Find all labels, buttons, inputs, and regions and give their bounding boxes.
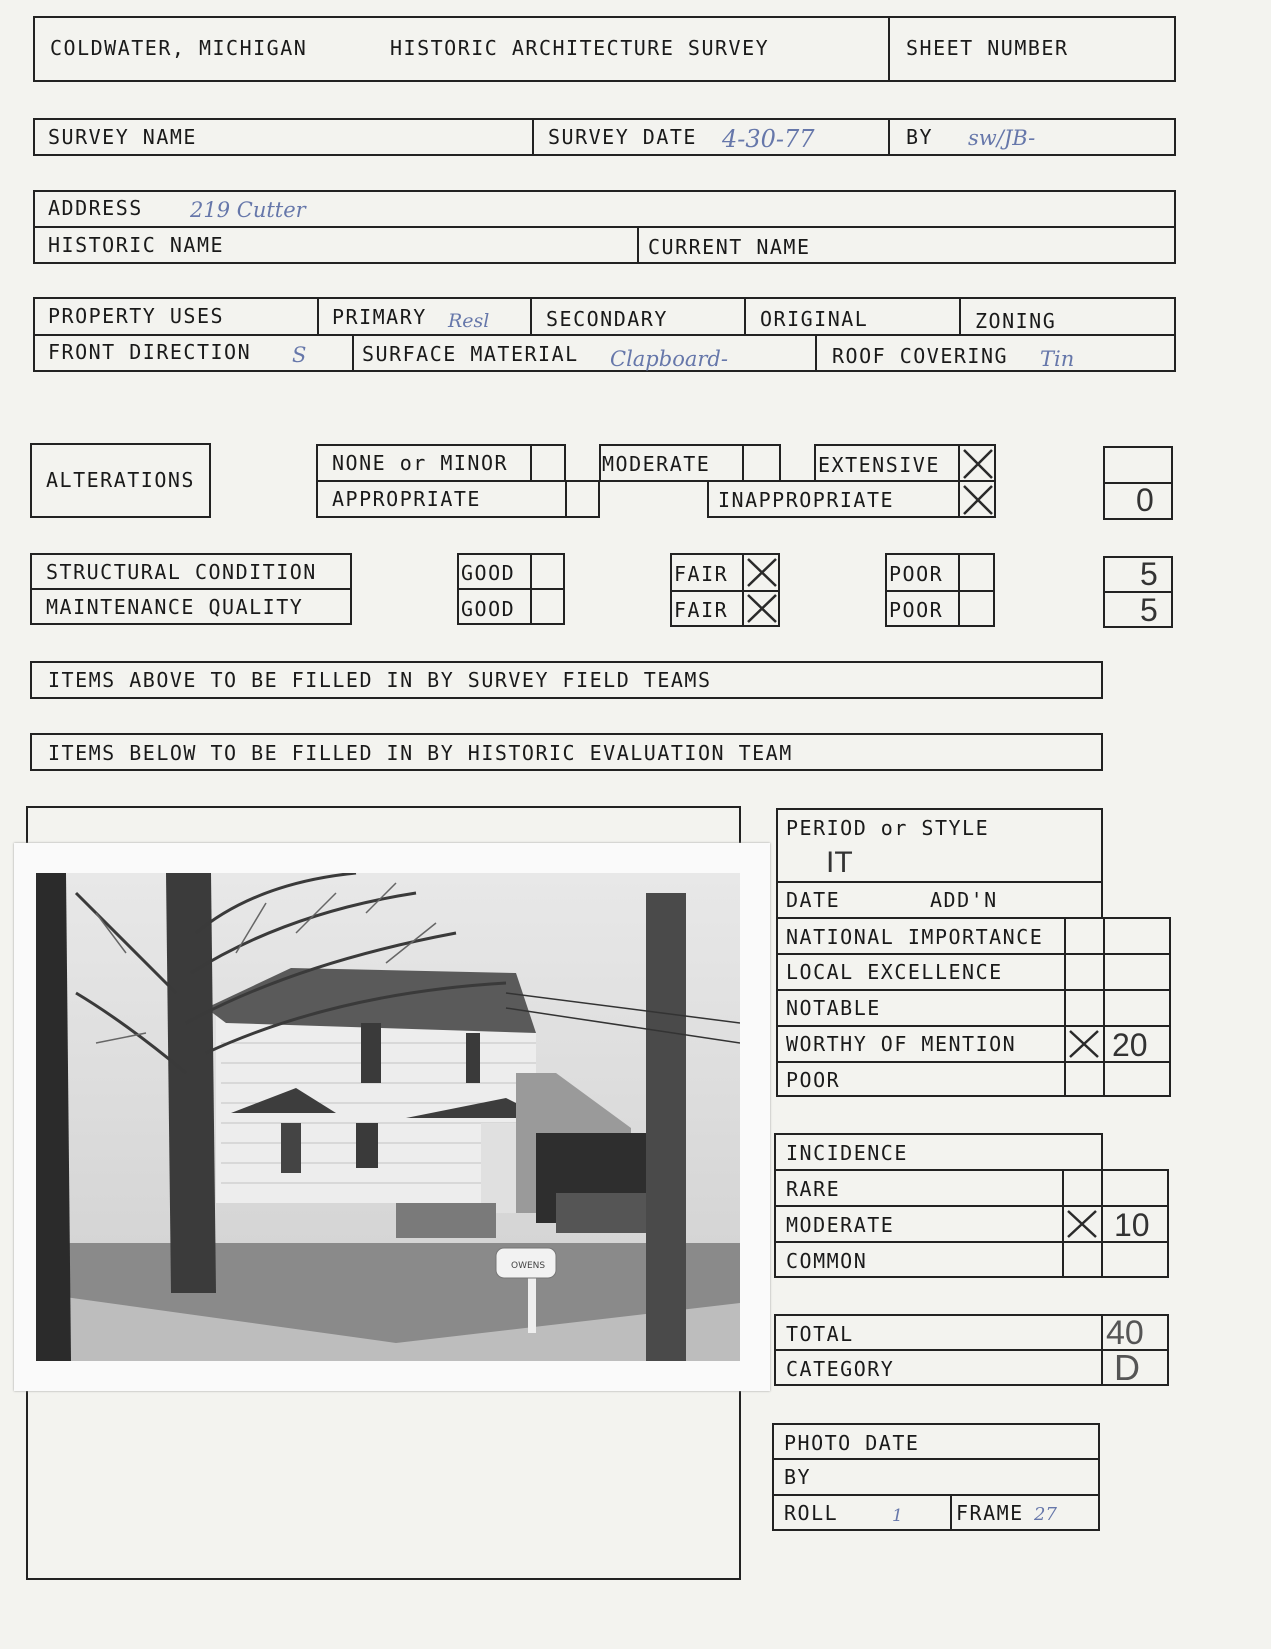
- alterations-label: ALTERATIONS: [46, 468, 195, 492]
- evaluation-team-note: ITEMS BELOW TO BE FILLED IN BY HISTORIC EVALUATION TEAM: [48, 741, 793, 765]
- category-value: D: [1114, 1347, 1140, 1388]
- structural-fair-label: FAIR: [674, 562, 729, 586]
- alterations-score: 0: [1136, 482, 1154, 518]
- maintenance-fair-label: FAIR: [674, 598, 729, 622]
- photo-by-label: BY: [784, 1465, 812, 1489]
- zoning-label: ZONING: [975, 309, 1057, 333]
- original-label: ORIGINAL: [760, 307, 869, 331]
- current-name-label: CURRENT NAME: [648, 235, 811, 259]
- inappropriate-check-mark: [960, 482, 996, 518]
- survey-by-label: BY: [906, 125, 934, 149]
- structural-poor-label: POOR: [889, 562, 944, 586]
- primary-label: PRIMARY: [332, 305, 427, 329]
- field-team-note: ITEMS ABOVE TO BE FILLED IN BY SURVEY FIELD TEAMS: [48, 668, 712, 692]
- frame-label: FRAME: [956, 1501, 1024, 1525]
- maintenance-fair-check-mark: [744, 591, 780, 626]
- structural-good-label: GOOD: [461, 561, 516, 585]
- maintenance-quality-label: MAINTENANCE QUALITY: [46, 595, 304, 619]
- primary-value: Resl: [448, 310, 490, 332]
- local-excellence-label: LOCAL EXCELLENCE: [786, 960, 1003, 984]
- structural-score: 5: [1140, 556, 1158, 592]
- frame-value: 27: [1034, 1504, 1057, 1525]
- surface-material-label: SURFACE MATERIAL: [362, 342, 579, 366]
- city-label: COLDWATER, MICHIGAN: [50, 36, 308, 60]
- notable-label: NOTABLE: [786, 996, 881, 1020]
- roof-covering-label: ROOF COVERING: [832, 344, 1009, 368]
- roll-label: ROLL: [784, 1501, 839, 1525]
- front-direction-value: S: [292, 343, 307, 367]
- poor-rating-label: POOR: [786, 1068, 841, 1092]
- survey-date-value: 4-30-77: [722, 125, 815, 153]
- structural-fair-check-mark: [744, 555, 780, 590]
- addn-label: ADD'N: [930, 888, 998, 912]
- front-direction-label: FRONT DIRECTION: [48, 340, 252, 364]
- survey-date-label: SURVEY DATE: [548, 125, 697, 149]
- appropriate-label: APPROPRIATE: [332, 487, 481, 511]
- surface-material-value: Clapboard-: [610, 347, 728, 371]
- roof-covering-value: Tin: [1040, 347, 1075, 371]
- photo-date-label: PHOTO DATE: [784, 1431, 920, 1455]
- address-value: 219 Cutter: [190, 198, 306, 222]
- maintenance-good-label: GOOD: [461, 597, 516, 621]
- worthy-score: 20: [1112, 1027, 1148, 1063]
- national-importance-label: NATIONAL IMPORTANCE: [786, 925, 1044, 949]
- sheet-number-label: SHEET NUMBER: [906, 36, 1069, 60]
- extensive-label: EXTENSIVE: [818, 453, 940, 477]
- common-label: COMMON: [786, 1249, 868, 1273]
- historic-name-label: HISTORIC NAME: [48, 233, 225, 257]
- extensive-check-mark: [960, 446, 996, 482]
- structural-condition-label: STRUCTURAL CONDITION: [46, 560, 317, 584]
- property-uses-label: PROPERTY USES: [48, 304, 225, 328]
- maintenance-score: 5: [1140, 592, 1158, 628]
- total-value: 40: [1106, 1314, 1144, 1352]
- period-style-label: PERIOD or STYLE: [786, 816, 990, 840]
- house-photo: [14, 843, 770, 1391]
- secondary-label: SECONDARY: [546, 307, 668, 331]
- worthy-of-mention-label: WORTHY OF MENTION: [786, 1032, 1017, 1056]
- inappropriate-label: INAPPROPRIATE: [718, 488, 895, 512]
- none-minor-label: NONE or MINOR: [332, 451, 509, 475]
- incidence-moderate-check-mark: [1064, 1207, 1100, 1241]
- incidence-score: 10: [1114, 1207, 1150, 1243]
- category-label: CATEGORY: [786, 1357, 895, 1381]
- moderate-label: MODERATE: [602, 452, 711, 476]
- address-label: ADDRESS: [48, 196, 143, 220]
- incidence-moderate-label: MODERATE: [786, 1213, 895, 1237]
- incidence-label: INCIDENCE: [786, 1141, 908, 1165]
- date-label: DATE: [786, 888, 841, 912]
- maintenance-poor-label: POOR: [889, 598, 944, 622]
- survey-name-label: SURVEY NAME: [48, 125, 197, 149]
- roll-value: 1: [892, 1506, 903, 1526]
- rare-label: RARE: [786, 1177, 841, 1201]
- total-label: TOTAL: [786, 1322, 854, 1346]
- survey-by-value: sw/JB-: [968, 126, 1036, 150]
- mailbox-text: OWENS: [511, 1261, 546, 1271]
- period-style-value: IT: [826, 846, 853, 879]
- form-title: HISTORIC ARCHITECTURE SURVEY: [390, 36, 770, 60]
- worthy-check-mark: [1066, 1027, 1102, 1061]
